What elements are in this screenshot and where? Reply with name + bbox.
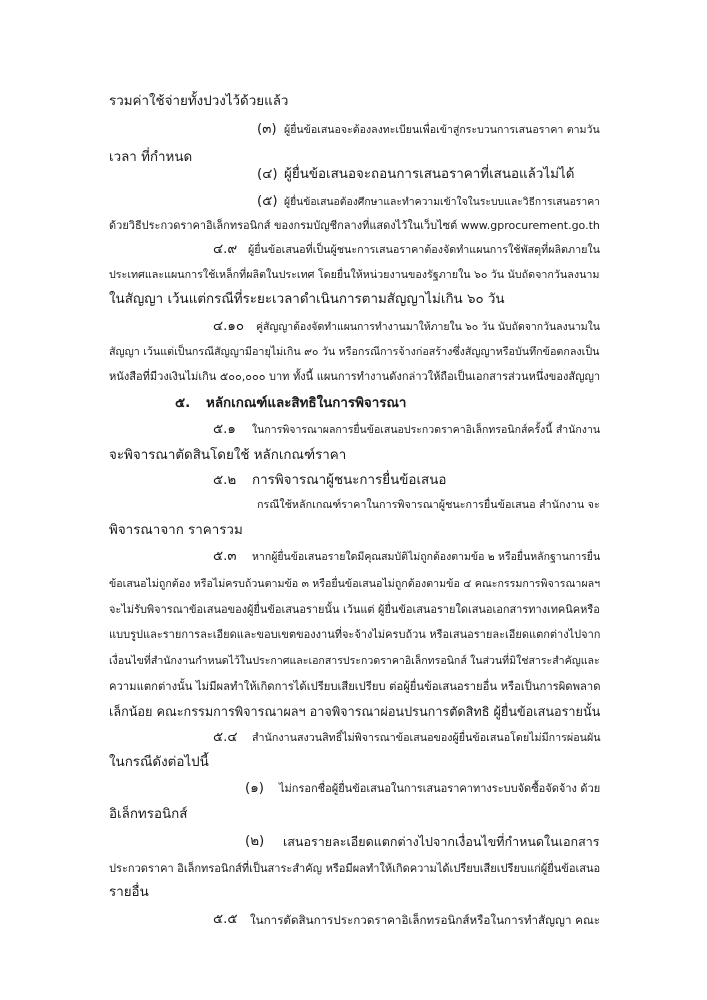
text-line: ความแตกต่างนั้น ไม่มีผลทำให้เกิดการได้เปรียบเสียเปรียบ ต่อผู้ยื่นข้อเสนอรายอื่น หรือเป็นการผิดพลาด [109, 680, 601, 693]
text-line: ประเทศและแผนการใช้เหล็กที่ผลิตในประเทศ โดยยื่นให้หน่วยงานของรัฐภายใน ๖๐ วัน นับถัดจากวันลงนาม [109, 268, 600, 281]
text-line: ผู้ยื่นข้อเสนอต้องศึกษาและทำความเข้าใจในระบบและวิธีการเสนอราคา [284, 196, 600, 208]
text-line: เวลา ที่กำหนด [109, 150, 193, 165]
text-line: ด้วยวิธีประกวดราคาอิเล็กทรอนิกส์ ของกรมบัญชีกลางที่แสดงไว้ในเว็บไซต์ www.gprocurement.go.th [109, 219, 600, 232]
clause-number: ๔.๙ [213, 242, 238, 257]
text-line: การพิจารณาผู้ชนะการยื่นข้อเสนอ [252, 473, 447, 488]
text-line: รวมค่าใช้จ่ายทั้งปวงไว้ด้วยแล้ว [109, 94, 289, 109]
text-line: ประกวดราคา อิเล็กทรอนิกส์ที่เป็นสาระสำคัญ หรือมีผลทำให้เกิดความได้เปรียบเสียเปรียบแก่ผู้ยื่นข้อเสนอ [109, 862, 601, 875]
text-line: กรณีใช้หลักเกณฑ์ราคาในการพิจารณาผู้ชนะการยื่นข้อเสนอ สำนักงาน จะ [257, 498, 600, 511]
text-line: อิเล็กทรอนิกส์ [109, 807, 188, 822]
text-line: จะพิจารณาตัดสินโดยใช้ หลักเกณฑ์ราคา [109, 448, 347, 463]
clause-number: ๕.๔ [213, 730, 238, 745]
text-line: เล็กน้อย คณะกรรมการพิจารณาผลฯ อาจพิจารณาผ่อนปรนการตัดสิทธิ ผู้ยื่นข้อเสนอรายนั้น [109, 704, 601, 719]
clause-number: ๕.๕ [213, 912, 238, 927]
section-number: ๕. [175, 396, 191, 411]
text-line: ผู้ยื่นข้อเสนอจะต้องลงทะเบียนเพื่อเข้าสู่กระบวนการเสนอราคา ตามวัน [284, 124, 600, 136]
text-line: ในการตัดสินการประกวดราคาอิเล็กทรอนิกส์หรือในการทำสัญญา คณะ [250, 913, 600, 927]
clause-number: ๕.๑ [213, 422, 236, 437]
text-line: พิจารณาจาก ราคารวม [109, 523, 243, 538]
text-line: ผู้ยื่นข้อเสนอที่เป็นผู้ชนะการเสนอราคาต้องจัดทำแผนการใช้พัสดุที่ผลิตภายใน [248, 243, 600, 256]
text-line: หากผู้ยื่นข้อเสนอรายใดมีคุณสมบัติไม่ถูกต้องตามข้อ ๒ หรือยื่นหลักฐานการยื่น [252, 551, 601, 563]
clause-number: ๔.๑๐ [213, 319, 245, 334]
text-line: รายอื่น [109, 885, 149, 900]
text-line: สำนักงานสงวนสิทธิ์ไม่พิจารณาข้อเสนอของผู้ยื่นข้อเสนอโดยไม่มีการผ่อนผัน [252, 731, 601, 744]
text-line: หนังสือที่มีวงเงินไม่เกิน ๕๐๐,๐๐๐ บาท ทั้งนี้ แผนการทำงานดังกล่าวให้ถือเป็นเอกสารส่วนหนึ่งของสัญญา [109, 370, 601, 383]
text-line: สัญญา เว้นแต่เป็นกรณีสัญญามีอายุไม่เกิน ๙๐ วัน หรือกรณีการจ้างก่อสร้างซึ่งสัญญาหรือบันทึกข้อตกลงเป็น [109, 345, 600, 358]
clause-number: ๕.๓ [213, 549, 237, 564]
item-number: (๑) [245, 781, 264, 796]
text-line: ไม่กรอกชื่อผู้ยื่นข้อเสนอในการเสนอราคาทางระบบจัดซื้อจัดจ้าง ด้วย [279, 782, 601, 795]
item-number: (๒) [245, 834, 265, 849]
item-number: (๕) [257, 194, 278, 209]
text-line: ข้อเสนอไม่ถูกต้อง หรือไม่ครบถ้วนตามข้อ ๓ หรือยื่นข้อเสนอไม่ถูกต้องตามข้อ ๔ คณะกรรมการพิจารณาผลฯ [109, 577, 601, 590]
text-line: ในสัญญา เว้นแต่กรณีที่ระยะเวลาดำเนินการตามสัญญาไม่เกิน ๖๐ วัน [109, 292, 505, 307]
text-line: จะไม่รับพิจารณาข้อเสนอของผู้ยื่นข้อเสนอรายนั้น เว้นแต่ ผู้ยื่นข้อเสนอรายใดเสนอเอกสารทางเทคนิคหรือ [109, 603, 600, 616]
item-number: (๓) [257, 122, 277, 137]
text-line: คู่สัญญาต้องจัดทำแผนการทำงานมาให้ภายใน ๖๐ วัน นับถัดจากวันลงนามใน [256, 321, 600, 333]
text-line: ผู้ยื่นข้อเสนอจะถอนการเสนอราคาที่เสนอแล้วไม่ได้ [284, 167, 575, 182]
text-line: ในกรณีดังต่อไปนี้ [109, 755, 209, 770]
text-line: เงื่อนไขที่สำนักงานกำหนดไว้ในประกาศและเอกสารประกวดราคาอิเล็กทรอนิกส์ ในส่วนที่มิใช่สาระสำคัญและ [109, 655, 600, 667]
text-line: ในการพิจารณาผลการยื่นข้อเสนอประกวดราคาอิเล็กทรอนิกส์ครั้งนี้ สำนักงาน [252, 424, 601, 436]
section-heading: หลักเกณฑ์และสิทธิในการพิจารณา [206, 396, 407, 411]
text-line: เสนอรายละเอียดแตกต่างไปจากเงื่อนไขที่กำหนดในเอกสาร [283, 834, 600, 849]
text-line: แบบรูปและรายการละเอียดและขอบเขตของงานที่จะจ้างไม่ครบถ้วน หรือเสนอรายละเอียดแตกต่างไปจาก [109, 628, 601, 641]
clause-number: ๕.๒ [213, 473, 237, 488]
item-number: (๔) [257, 167, 278, 182]
